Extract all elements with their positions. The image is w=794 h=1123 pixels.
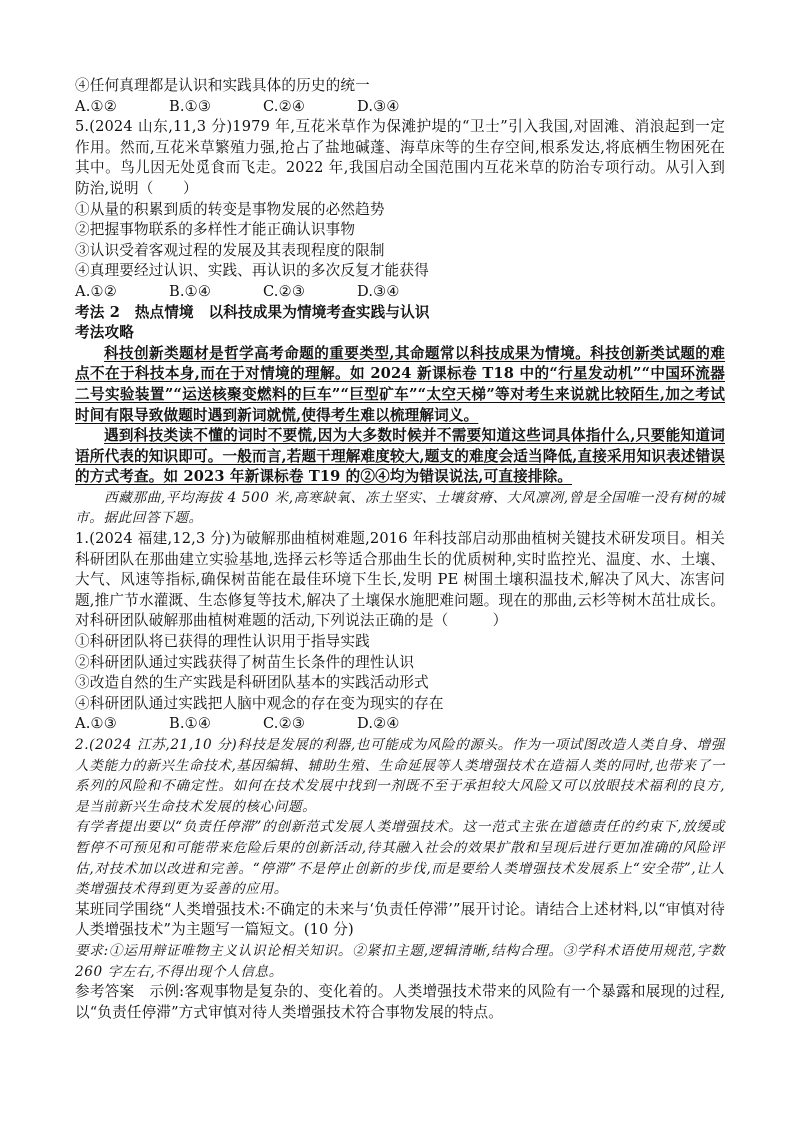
material-text: 西藏那曲,平均海拔 4 500 米,高寒缺氧、冻土坚实、土壤贫瘠、大风凛冽,曾是全国唯一没有树的城市。据此回答下题。	[75, 489, 725, 527]
q5-choices	[75, 282, 725, 303]
q1-option-1: ①科研团队将已获得的理性认识用于指导实践	[75, 633, 370, 651]
q2-stem: 2.(2024 江苏,21,10 分)科技是发展的利器,也可能成为风险的源头。作为一项试图改造人类自身、增强人类能力的新兴生命技术,基因编辑、辅助生殖、生命延展等人类增强技术在造福人类的同时,也带来了一系列的风险和不确定性。如何在技术发展中找到一剂既不至于承担较大风险又可以放眼技术福利的良方,是当前新兴生命技术发展的核心问题。	[75, 737, 725, 815]
q2-material-2: 有学者提出要以“负责任停滞”的创新范式发展人类增强技术。这一范式主张在道德责任的约束下,放缓或暂停不可预见和可能带来危险后果的创新活动,待其融入社会的效果扩散和呈现后进行更加准确的风险评估,对技术加以改进和完善。“停滞”不是停止创新的步伐,而是要给人类增强技术发展系上“安全带”,让人类增强技术得到更为妥善的应用。	[75, 819, 725, 898]
q4-choice-c: C.②④	[263, 97, 306, 115]
strategy-paragraph-1: 科技创新类题材是哲学高考命题的重要类型,其命题常以科技成果为情境。科技创新类试题的难点不在于科技本身,而在于对情境的理解。如 2024 新课标卷 T18 中的“行星发动机”“中国环流器二号实验装置”“运送核聚变燃料的巨车”“巨型矿车”“太空天梯”等对考生来说就比较陌生,加之考试时间有限导致做题时遇到新词就慌,使得考生难以梳理解词义。	[75, 344, 725, 424]
q4-choice-d: D.③④	[357, 97, 400, 115]
q1-choice-b: B.①④	[169, 715, 212, 733]
q5-option-4: ④真理要经过认识、实践、再认识的多次反复才能获得	[75, 262, 429, 280]
strategy-paragraph-2: 遇到科技类读不懂的词时不要慌,因为大多数时候并不需要知道这些词具体指什么,只要能知道词语所代表的知识即可。一般而言,若题干理解难度较大,题支的难度会适当降低,直接采用知识表述错误的方式考查。如 2023 年新课标卷 T19 的②④均为错误说法,可直接排除。	[75, 427, 725, 486]
q5-option-2: ②把握事物联系的多样性才能正确认识事物	[75, 221, 356, 239]
strategy-label: 考法攻略	[75, 324, 134, 342]
q1-option-3: ③改造自然的生产实践是科研团队基本的实践活动形式	[75, 674, 429, 692]
q5-choice-b: B.①④	[169, 282, 212, 300]
q2-answer	[75, 982, 725, 1023]
q5-option-1: ①从量的积累到质的转变是事物发展的必然趋势	[75, 200, 385, 218]
q1-choice-a: A.①③	[75, 715, 117, 733]
q1-choice-c: C.②③	[263, 715, 306, 733]
section-title: 考法 2 热点情境 以科技成果为情境考查实践与认识	[75, 303, 430, 321]
q5-choice-a: A.①②	[75, 282, 117, 300]
q1-choice-d: D.②④	[357, 715, 400, 733]
q1-choices	[75, 714, 725, 735]
q1-option-4: ④科研团队通过实践把人脑中观念的存在变为现实的存在	[75, 694, 444, 712]
q2-requirements: 要求:①运用辩证唯物主义认识论相关知识。②紧扣主题,逻辑清晰,结构合理。③学科术语使用规范,字数 260 字左右,不得出现个人信息。	[75, 942, 725, 980]
document-page	[75, 76, 725, 1023]
q4-choice-b: B.①③	[169, 97, 212, 115]
q4-choices	[75, 97, 725, 118]
q1-stem: 1.(2024 福建,12,3 分)为破解那曲植树难题,2016 年科技部启动那曲植树关键技术研发项目。相关科研团队在那曲建立实验基地,选择云杉等适合那曲生长的优质树种,实时监控光、温度、水、土壤、大气、风速等指标,确保树苗能在最佳环境下生长,发明 PE 树围土壤积温技术,解决了风大、冻害问题,推广节水灌溉、生态修复等技术,解决了土壤保水施肥难问题。现在的那曲,云杉等树木茁壮成长。对科研团队破解那曲植树难题的活动,下列说法正确的是（ ）	[75, 530, 725, 630]
q4-choice-a: A.①②	[75, 97, 117, 115]
q5-choice-c: C.②③	[263, 282, 306, 300]
q5-stem: 5.(2024 山东,11,3 分)1979 年,互花米草作为保滩护堤的“卫士”引入我国,对固滩、消浪起到一定作用。然而,互花米草繁殖力强,抢占了盐地碱蓬、海草床等的生存空间,根系发达,将底栖生物困死在其中。鸟儿因无处觅食而飞走。2022 年,我国启动全国范围内互花米草的防治专项行动。从引入到防治,说明（ ）	[75, 118, 725, 197]
answer-label: 参考答案	[75, 983, 135, 1001]
q4-option-4: ④任何真理都是认识和实践具体的历史的统一	[75, 77, 370, 94]
answer-text: 示例:客观事物是复杂的、变化着的。人类增强技术带来的风险有一个暴露和展现的过程,以“负责任停滞”方式审慎对待人类增强技术符合事物发展的特点。	[75, 983, 725, 1021]
q5-choice-d: D.③④	[357, 282, 400, 300]
q1-option-2: ②科研团队通过实践获得了树苗生长条件的理性认识	[75, 653, 415, 671]
q2-task: 某班同学围绕“人类增强技术:不确定的未来与‘负责任停滞’”展开讨论。请结合上述材料,以“审慎对待人类增强技术”为主题写一篇短文。(10 分)	[75, 900, 725, 939]
q5-option-3: ③认识受着客观过程的发展及其表现程度的限制	[75, 241, 385, 259]
